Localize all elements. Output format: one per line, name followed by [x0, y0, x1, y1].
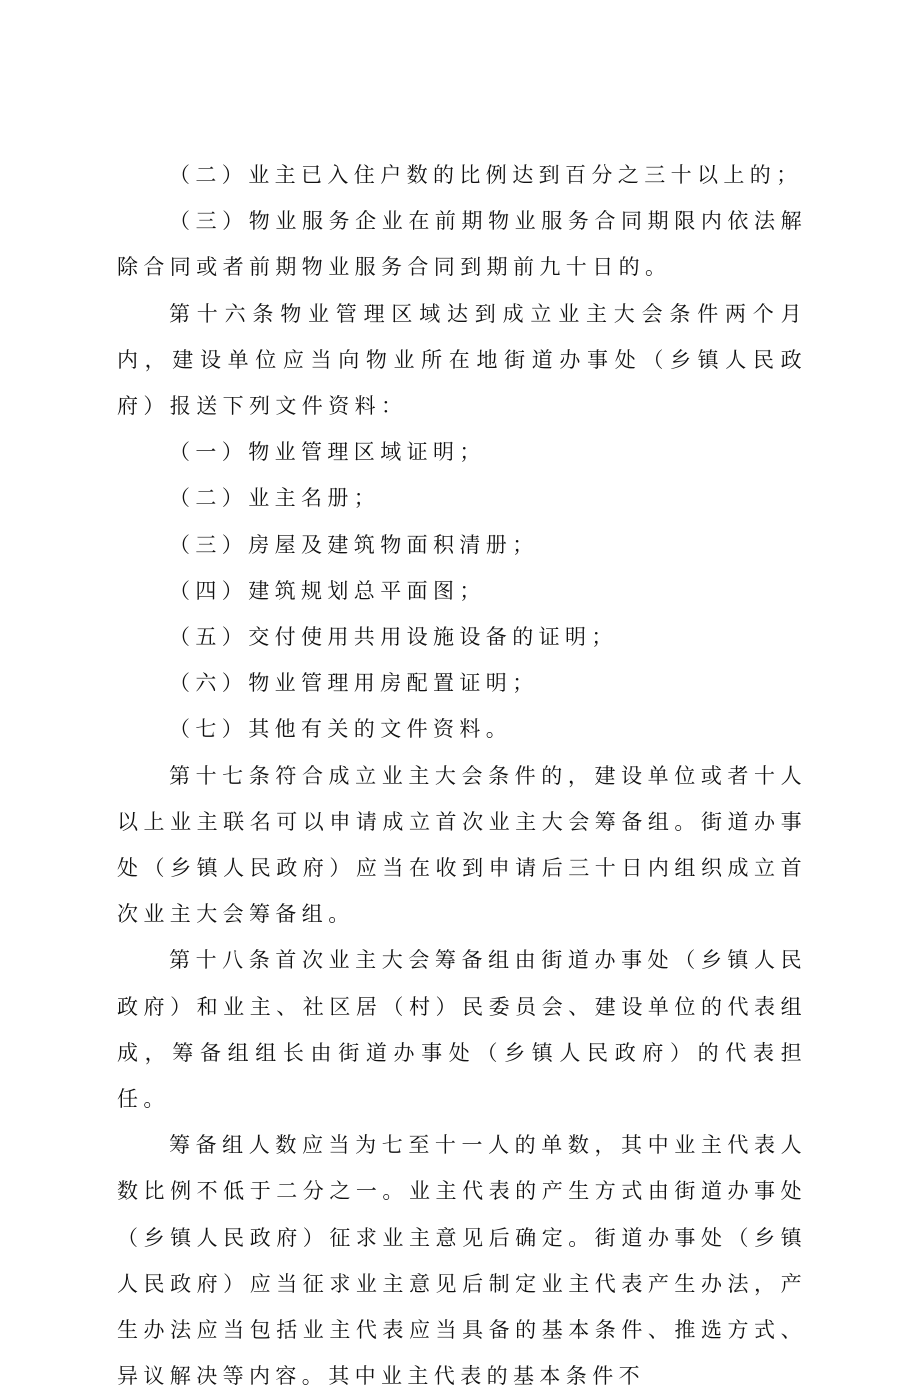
list-item-7: （七）其他有关的文件资料。	[169, 717, 513, 742]
list-item-2: （二）业主名册；	[169, 486, 381, 511]
list-item-5: （五）交付使用共用设施设备的证明；	[169, 625, 618, 650]
paragraph-article-17: 第十七条符合成立业主大会条件的，建设单位或者十人以上业主联名可以申请成立首次业主大会筹备组。街道办事处（乡镇人民政府）应当在收到申请后三十日内组织成立首次业主大会筹备组。	[117, 763, 807, 927]
list-item-4: （四）建筑规划总平面图；	[169, 578, 486, 603]
document-page	[117, 152, 807, 1399]
paragraph-article-18: 第十八条首次业主大会筹备组由街道办事处（乡镇人民政府）和业主、社区居（村）民委员会、建设单位的代表组成，筹备组组长由街道办事处（乡镇人民政府）的代表担任。	[117, 948, 807, 1112]
list-item-1: （一）物业管理区域证明；	[169, 440, 486, 465]
paragraph-item-2: （二）业主已入住户数的比例达到百分之三十以上的；	[169, 163, 803, 187]
paragraph-committee-size: 筹备组人数应当为七至十一人的单数，其中业主代表人数比例不低于二分之一。业主代表的产生方式由街道办事处（乡镇人民政府）征求业主意见后确定。街道办事处（乡镇人民政府）应当征求业主意见后制定业主代表产生办法，产生办法应当包括业主代表应当具备的基本条件、推选方式、异议解决等内容。其中业主代表的基本条件不	[117, 1133, 807, 1389]
paragraph-article-16: 第十六条物业管理区域达到成立业主大会条件两个月内，建设单位应当向物业所在地街道办事处（乡镇人民政府）报送下列文件资料：	[117, 301, 807, 419]
paragraph-item-3: （三）物业服务企业在前期物业服务合同期限内依法解除合同或者前期物业服务合同到期前九十日的。	[117, 209, 807, 280]
list-item-6: （六）物业管理用房配置证明；	[169, 671, 539, 696]
list-item-3: （三）房屋及建筑物面积清册；	[169, 532, 539, 557]
